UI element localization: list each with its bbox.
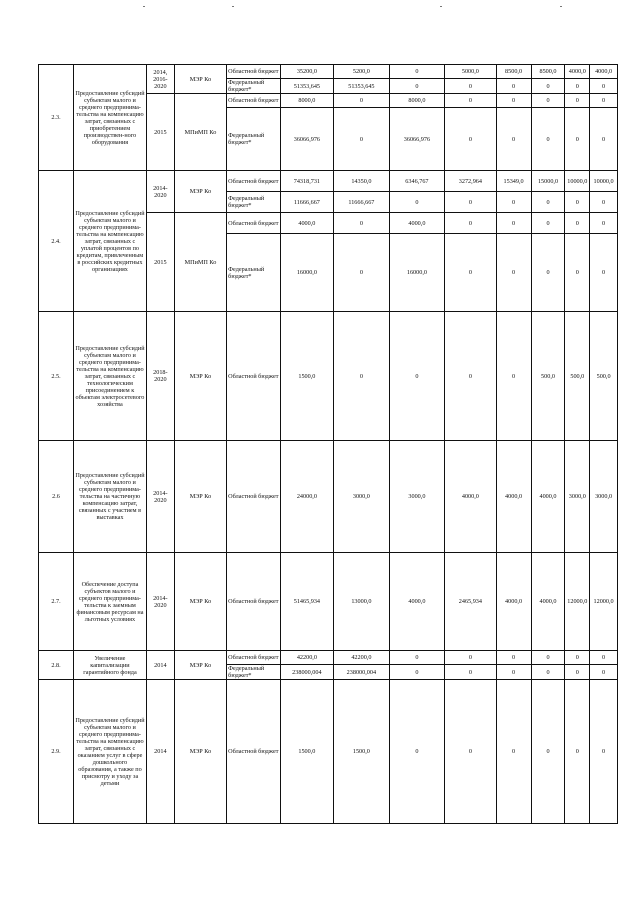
amount-cell: 0 xyxy=(496,192,531,213)
period-cell: 2014 xyxy=(146,651,174,680)
funding-source-cell: Областной бюджет xyxy=(227,65,280,79)
amount-cell: 0 xyxy=(531,213,565,234)
amount-cell: 10000,0 xyxy=(565,171,590,192)
amount-cell: 12000,0 xyxy=(590,553,618,651)
period-cell: 2014 xyxy=(146,680,174,824)
amount-cell: 15349,0 xyxy=(496,171,531,192)
amount-cell: 1500,0 xyxy=(280,680,333,824)
amount-cell: 500,0 xyxy=(590,312,618,441)
amount-cell: 0 xyxy=(565,94,590,108)
amount-cell: 14350,0 xyxy=(334,171,390,192)
amount-cell: 11666,667 xyxy=(334,192,390,213)
funding-source-cell: Федеральный бюджет* xyxy=(227,192,280,213)
amount-cell: 0 xyxy=(531,665,565,680)
period-cell: 2014, 2016-2020 xyxy=(146,65,174,94)
amount-cell: 0 xyxy=(496,651,531,665)
amount-cell: 0 xyxy=(590,192,618,213)
amount-cell: 74318,731 xyxy=(280,171,333,192)
period-cell: 2015 xyxy=(146,213,174,312)
funding-source-cell: Федеральный бюджет* xyxy=(227,108,280,171)
funding-source-cell: Областной бюджет xyxy=(227,213,280,234)
amount-cell: 13000,0 xyxy=(334,553,390,651)
amount-cell: 42200,0 xyxy=(334,651,390,665)
funding-source-cell: Областной бюджет xyxy=(227,680,280,824)
executor-cell: МЭР Ко xyxy=(174,651,226,680)
funding-source-cell: Федеральный бюджет* xyxy=(227,79,280,94)
funding-source-cell: Областной бюджет xyxy=(227,94,280,108)
amount-cell: 51353,645 xyxy=(334,79,390,94)
amount-cell: 0 xyxy=(445,94,496,108)
table-row xyxy=(39,553,618,651)
amount-cell: 16000,0 xyxy=(389,234,445,312)
amount-cell: 1500,0 xyxy=(334,680,390,824)
scan-speck xyxy=(440,6,442,7)
amount-cell: 4000,0 xyxy=(280,213,333,234)
row-number: 2.6 xyxy=(39,441,74,553)
amount-cell: 0 xyxy=(496,234,531,312)
amount-cell: 0 xyxy=(565,680,590,824)
amount-cell: 0 xyxy=(496,665,531,680)
amount-cell: 2465,934 xyxy=(445,553,496,651)
budget-table xyxy=(38,64,618,824)
amount-cell: 0 xyxy=(445,213,496,234)
amount-cell: 16000,0 xyxy=(280,234,333,312)
amount-cell: 6346,767 xyxy=(389,171,445,192)
row-number: 2.4. xyxy=(39,171,74,312)
amount-cell: 4000,0 xyxy=(590,65,618,79)
table-row xyxy=(39,651,618,665)
amount-cell: 0 xyxy=(389,665,445,680)
scan-speck xyxy=(143,6,145,7)
amount-cell: 4000,0 xyxy=(496,441,531,553)
row-number: 2.8. xyxy=(39,651,74,680)
row-description: Предоставление субсидий субъектам малого и среднего предпринима-тельства на частичную компенсацию затрат, связанных с участием в выставках xyxy=(73,441,146,553)
amount-cell: 0 xyxy=(496,312,531,441)
row-number: 2.7. xyxy=(39,553,74,651)
amount-cell: 3000,0 xyxy=(334,441,390,553)
row-description: Предоставление субсидий субъектам малого и среднего предпринима-тельства на компенсацию затрат, связанных с уплатой процентов по кредитам, привлеченным в российских кредитных организациях xyxy=(73,171,146,312)
amount-cell: 36066,976 xyxy=(280,108,333,171)
amount-cell: 8500,0 xyxy=(496,65,531,79)
amount-cell: 0 xyxy=(565,213,590,234)
amount-cell: 4000,0 xyxy=(531,553,565,651)
executor-cell: МПиМП Ко xyxy=(174,94,226,171)
amount-cell: 4000,0 xyxy=(565,65,590,79)
amount-cell: 24000,0 xyxy=(280,441,333,553)
table-row xyxy=(39,312,618,441)
amount-cell: 0 xyxy=(389,65,445,79)
amount-cell: 0 xyxy=(565,192,590,213)
amount-cell: 4000,0 xyxy=(531,441,565,553)
amount-cell: 0 xyxy=(531,680,565,824)
amount-cell: 0 xyxy=(496,680,531,824)
amount-cell: 238000,004 xyxy=(334,665,390,680)
scan-speck xyxy=(232,6,234,7)
executor-cell: МПиМП Ко xyxy=(174,213,226,312)
amount-cell: 500,0 xyxy=(565,312,590,441)
funding-source-cell: Областной бюджет xyxy=(227,553,280,651)
amount-cell: 0 xyxy=(496,79,531,94)
amount-cell: 42200,0 xyxy=(280,651,333,665)
amount-cell: 0 xyxy=(334,213,390,234)
executor-cell: МЭР Ко xyxy=(174,680,226,824)
amount-cell: 11666,667 xyxy=(280,192,333,213)
amount-cell: 0 xyxy=(496,94,531,108)
amount-cell: 5000,0 xyxy=(445,65,496,79)
executor-cell: МЭР Ко xyxy=(174,441,226,553)
amount-cell: 0 xyxy=(590,651,618,665)
amount-cell: 0 xyxy=(590,234,618,312)
amount-cell: 10000,0 xyxy=(590,171,618,192)
period-cell: 2014-2020 xyxy=(146,553,174,651)
amount-cell: 0 xyxy=(445,192,496,213)
amount-cell: 3000,0 xyxy=(565,441,590,553)
executor-cell: МЭР Ко xyxy=(174,312,226,441)
amount-cell: 5200,0 xyxy=(334,65,390,79)
amount-cell: 3000,0 xyxy=(389,441,445,553)
amount-cell: 3272,964 xyxy=(445,171,496,192)
table-row xyxy=(39,680,618,824)
row-number: 2.5. xyxy=(39,312,74,441)
funding-source-cell: Областной бюджет xyxy=(227,312,280,441)
amount-cell: 35200,0 xyxy=(280,65,333,79)
period-cell: 2014-2020 xyxy=(146,171,174,213)
amount-cell: 15000,0 xyxy=(531,171,565,192)
amount-cell: 0 xyxy=(590,680,618,824)
amount-cell: 4000,0 xyxy=(496,553,531,651)
amount-cell: 0 xyxy=(389,192,445,213)
funding-source-cell: Областной бюджет xyxy=(227,651,280,665)
amount-cell: 51465,934 xyxy=(280,553,333,651)
table-row xyxy=(39,171,618,192)
period-cell: 2018-2020 xyxy=(146,312,174,441)
row-number: 2.9. xyxy=(39,680,74,824)
amount-cell: 0 xyxy=(334,234,390,312)
amount-cell: 0 xyxy=(590,213,618,234)
amount-cell: 0 xyxy=(565,665,590,680)
period-cell: 2014-2020 xyxy=(146,441,174,553)
amount-cell: 0 xyxy=(565,651,590,665)
amount-cell: 36066,976 xyxy=(389,108,445,171)
amount-cell: 3000,0 xyxy=(590,441,618,553)
amount-cell: 0 xyxy=(590,94,618,108)
row-description: Обеспечение доступа субъектов малого и среднего предпринима-тельства к заемным финансовым ресурсам на льготных условиях xyxy=(73,553,146,651)
amount-cell: 0 xyxy=(565,234,590,312)
amount-cell: 0 xyxy=(531,234,565,312)
amount-cell: 8500,0 xyxy=(531,65,565,79)
amount-cell: 238000,004 xyxy=(280,665,333,680)
amount-cell: 0 xyxy=(590,108,618,171)
period-cell: 2015 xyxy=(146,94,174,171)
amount-cell: 12000,0 xyxy=(565,553,590,651)
funding-source-cell: Федеральный бюджет* xyxy=(227,234,280,312)
amount-cell: 0 xyxy=(389,651,445,665)
executor-cell: МЭР Ко xyxy=(174,171,226,213)
amount-cell: 4000,0 xyxy=(445,441,496,553)
amount-cell: 0 xyxy=(389,312,445,441)
scan-speck xyxy=(560,6,562,7)
amount-cell: 0 xyxy=(445,234,496,312)
amount-cell: 0 xyxy=(445,651,496,665)
amount-cell: 0 xyxy=(445,312,496,441)
amount-cell: 0 xyxy=(590,665,618,680)
amount-cell: 8000,0 xyxy=(280,94,333,108)
amount-cell: 4000,0 xyxy=(389,553,445,651)
amount-cell: 0 xyxy=(445,680,496,824)
amount-cell: 0 xyxy=(496,108,531,171)
executor-cell: МЭР Ко xyxy=(174,65,226,94)
amount-cell: 0 xyxy=(445,665,496,680)
funding-source-cell: Областной бюджет xyxy=(227,441,280,553)
amount-cell: 0 xyxy=(531,192,565,213)
amount-cell: 8000,0 xyxy=(389,94,445,108)
amount-cell: 0 xyxy=(334,312,390,441)
executor-cell: МЭР Ко xyxy=(174,553,226,651)
funding-source-cell: Областной бюджет xyxy=(227,171,280,192)
funding-source-cell: Федеральный бюджет* xyxy=(227,665,280,680)
row-description: Увеличение капитализации гарантийного фонда xyxy=(73,651,146,680)
amount-cell: 0 xyxy=(334,94,390,108)
amount-cell: 4000,0 xyxy=(389,213,445,234)
amount-cell: 1500,0 xyxy=(280,312,333,441)
amount-cell: 0 xyxy=(565,108,590,171)
amount-cell: 0 xyxy=(565,79,590,94)
amount-cell: 0 xyxy=(389,680,445,824)
amount-cell: 0 xyxy=(531,94,565,108)
amount-cell: 0 xyxy=(334,108,390,171)
table-row xyxy=(39,441,618,553)
amount-cell: 0 xyxy=(445,79,496,94)
amount-cell: 0 xyxy=(445,108,496,171)
row-number: 2.3. xyxy=(39,65,74,171)
amount-cell: 0 xyxy=(389,79,445,94)
amount-cell: 0 xyxy=(531,651,565,665)
row-description: Предоставление субсидий субъектам малого и среднего предпринима-тельства на компенсацию затрат, связанных с оказанием услуг в сфере дошкольного образования, а также по присмотру и уходу за детьми xyxy=(73,680,146,824)
amount-cell: 0 xyxy=(531,108,565,171)
amount-cell: 51353,645 xyxy=(280,79,333,94)
table-row xyxy=(39,65,618,79)
amount-cell: 500,0 xyxy=(531,312,565,441)
amount-cell: 0 xyxy=(590,79,618,94)
amount-cell: 0 xyxy=(531,79,565,94)
row-description: Предоставление субсидий субъектам малого и среднего предпринима-тельства на компенсацию затрат, связанных с приобретением производствен-ного оборудования xyxy=(73,65,146,171)
row-description: Предоставление субсидий субъектам малого и среднего предпринима-тельства на компенсацию затрат, связанных с технологическим присоединением к объектам электросетевого хозяйства xyxy=(73,312,146,441)
amount-cell: 0 xyxy=(496,213,531,234)
